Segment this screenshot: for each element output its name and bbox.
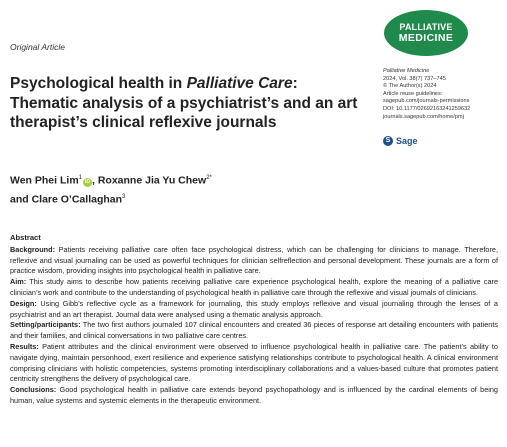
- author-separator: ,: [92, 174, 95, 187]
- section-text: Good psychological health in palliative care extends beyond psychopathology and is influenced by the cardinal elements of being human, value systems and systemic elements in the therapeutic environment.: [10, 385, 498, 405]
- doi-line[interactable]: DOI: 10.1177/02692163241259632: [383, 105, 471, 112]
- section-text: This study aims to describe how patients receiving palliative care experience psychological health, explore the meaning of a palliative care clinician’s work and contribute to the understanding of psychological health in palliative care through the reflexive and visual journals of clinicians.: [10, 277, 498, 297]
- author-2-affil: 2*: [206, 175, 212, 181]
- logo-line1: PALLIATIVE: [399, 22, 453, 32]
- section-label: Conclusions:: [10, 385, 57, 395]
- volume-line: 2024, Vol. 38(7) 737–745: [383, 75, 446, 82]
- title-italic: Palliative Care: [186, 75, 293, 92]
- section-label: Aim:: [10, 277, 27, 287]
- journal-logo: [384, 10, 468, 56]
- title-part1: Psychological health in: [10, 75, 187, 92]
- article-type: Original Article: [10, 42, 65, 52]
- copyright-line: © The Author(s) 2024: [383, 83, 437, 90]
- publisher-logo: [383, 136, 418, 146]
- article-title: [10, 74, 370, 133]
- permissions-link[interactable]: sagepub.com/journals-permissions: [383, 98, 470, 105]
- author-1[interactable]: Wen Phei Lim: [10, 174, 79, 187]
- logo-line2: MEDICINE: [398, 32, 454, 44]
- journal-home-link[interactable]: journals.sagepub.com/home/pmj: [383, 113, 464, 120]
- section-label: Setting/participants:: [10, 320, 81, 330]
- orcid-icon[interactable]: iD: [85, 178, 90, 185]
- author-3[interactable]: and Clare O’Callaghan: [10, 193, 123, 205]
- sage-icon: S: [383, 136, 393, 146]
- abstract-design: [10, 299, 498, 321]
- abstract-setting: [10, 320, 498, 342]
- journal-name: Palliative Medicine: [383, 68, 430, 74]
- abstract-results: [10, 342, 498, 385]
- section-label: Design:: [10, 298, 37, 308]
- abstract-conclusions: [10, 385, 498, 407]
- section-text: Patients receiving palliative care often face psychological distress, which can be challenging for clinicians to manage. Therefore, reflexive and visual journaling can be used as powerful techniques for clinician selfreflection and personal development. These journals are a form of practice wisdom, providing insights into psychological health in palliative care.: [10, 244, 498, 276]
- title-part2: : Thematic analysis of a psychiatrist’s and an art therapist’s clinical reflexive journals: [10, 75, 358, 131]
- publisher-name: Sage: [396, 136, 418, 146]
- abstract-heading: Abstract: [10, 233, 41, 242]
- section-text: Using Gibb’s reflective cycle as a framework for journaling, this study employs reflexive and visual journaling through the lenses of a psychiatrist and an art therapist. Journal data were analysed using a thematic analysis approach.: [10, 298, 498, 319]
- abstract-background: [10, 245, 498, 277]
- abstract-aim: [10, 277, 498, 299]
- section-text: Patient attributes and the clinical environment were observed to influence psychological health in palliative care. The patient’s ability to navigate dying, maintain personhood, exert resilience and experience satisfying relationships contribute to psychological health. A clinical environment comprising clinicians with holistic competencies, systems promoting interdisciplinary collaborations and a values-based culture that promotes patient centricity strengthens the delivery of psychological care.: [10, 341, 498, 384]
- author-list: [10, 170, 340, 207]
- section-label: Background:: [10, 244, 55, 254]
- author-3-affil: 3: [122, 193, 126, 200]
- author-2[interactable]: Roxanne Jia Yu Chew: [94, 174, 207, 187]
- section-label: Results:: [10, 341, 39, 351]
- abstract: [10, 233, 498, 407]
- reuse-label: Article reuse guidelines:: [383, 90, 443, 97]
- author-1-affil: 1: [78, 175, 82, 181]
- section-text: The two first authors journaled 107 clinical encounters and created 36 pieces of response art detailing encounters with patients and their families, and clinical conversations in two palliative care centres.: [10, 320, 498, 341]
- journal-info: [383, 68, 503, 121]
